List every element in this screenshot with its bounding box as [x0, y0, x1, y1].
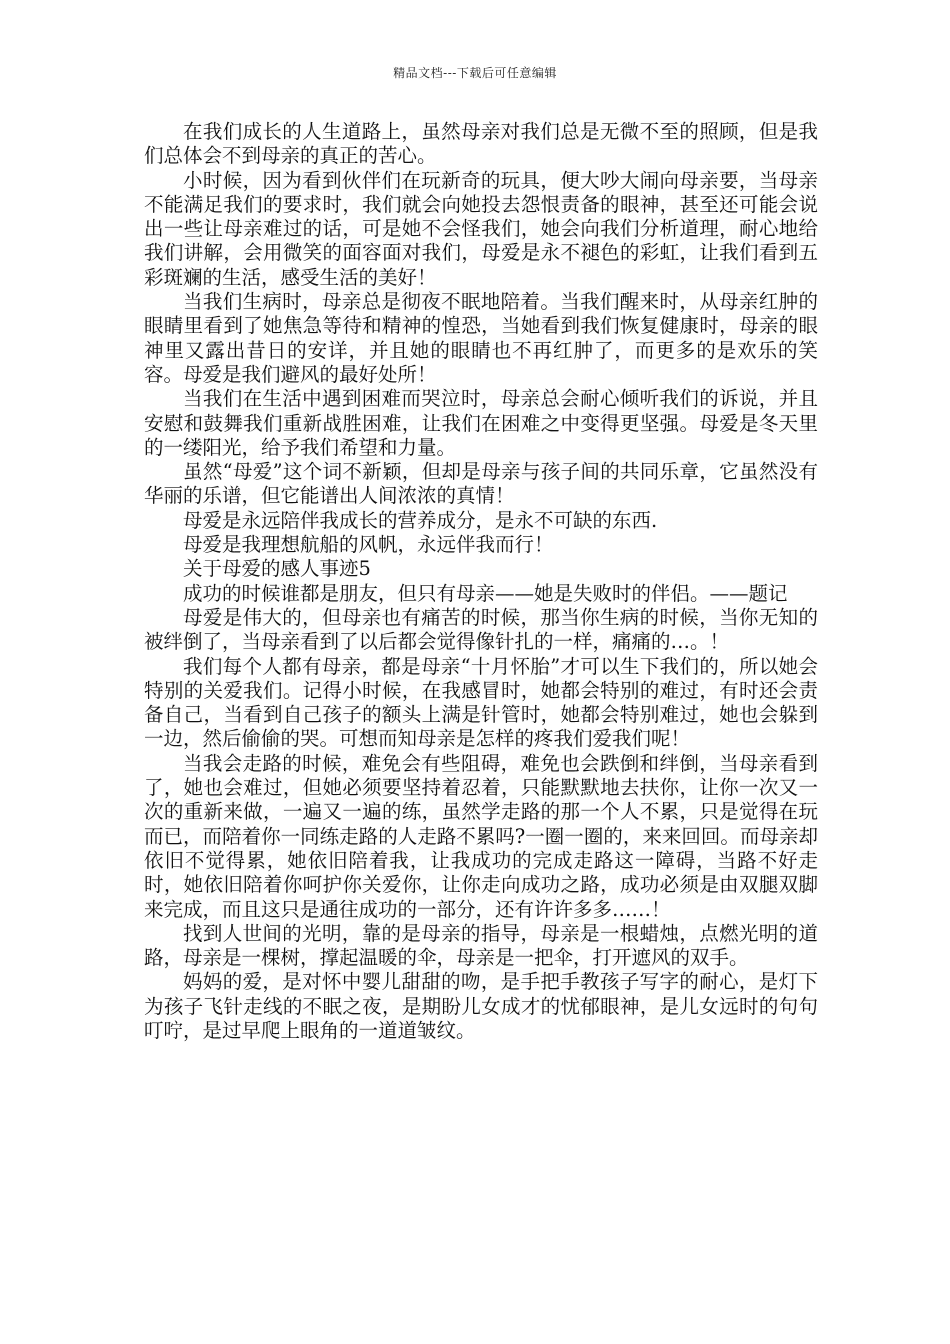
- paragraph: 在我们成长的人生道路上，虽然母亲对我们总是无微不至的照顾，但是我们总体会不到母亲的真正的苦心。: [144, 120, 818, 168]
- document-body: [144, 120, 818, 1043]
- paragraph: 虽然“母爱”这个词不新颖，但却是母亲与孩子间的共同乐章，它虽然没有华丽的乐谱，但它能谱出人间浓浓的真情！: [144, 460, 818, 508]
- paragraph: 当我会走路的时候，难免会有些阻碍，难免也会跌倒和绊倒，当母亲看到了，她也会难过，但她必须要坚持着忍着，只能默默地去扶你，让你一次又一次的重新来做，一遍又一遍的练，虽然学走路的那一个人不累，只是觉得在玩而已，而陪着你一同练走路的人走路不累吗?一圈一圈的，来来回回。而母亲却依旧不觉得累，她依旧陪着我，让我成功的完成走路这一障碍，当路不好走时，她依旧陪着你呵护你关爱你，让你走向成功之路，成功必须是由双腿双脚来完成，而且这只是通往成功的一部分，还有许许多多……！: [144, 751, 818, 921]
- paragraph: 当我们生病时，母亲总是彻夜不眠地陪着。当我们醒来时，从母亲红肿的眼睛里看到了她焦急等待和精神的惶恐，当她看到我们恢复健康时，母亲的眼神里又露出昔日的安详，并且她的眼睛也不再红肿了，而更多的是欢乐的笑容。母爱是我们避风的最好处所！: [144, 290, 818, 386]
- paragraph: 母爱是永远陪伴我成长的营养成分，是永不可缺的东西.: [183, 508, 658, 532]
- epigraph: 成功的时候谁都是朋友，但只有母亲——她是失败时的伴侣。——题记: [183, 581, 788, 605]
- paragraph: 当我们在生活中遇到困难而哭泣时，母亲总会耐心倾听我们的诉说，并且安慰和鼓舞我们重新战胜困难，让我们在困难之中变得更坚强。母爱是冬天里的一缕阳光，给予我们希望和力量。: [144, 387, 818, 459]
- paragraph: 找到人世间的光明，靠的是母亲的指导，母亲是一根蜡烛，点燃光明的道路，母亲是一棵树，撑起温暖的伞，母亲是一把伞，打开遮风的双手。: [144, 921, 818, 970]
- paragraph: 我们每个人都有母亲，都是母亲“十月怀胎”才可以生下我们的，所以她会特别的关爱我们。记得小时候，在我感冒时，她都会特别的难过，有时还会责备自己，当看到自己孩子的额头上满是针管时，她都会特别难过，她也会躲到一边，然后偷偷的哭。可想而知母亲是怎样的疼我们爱我们呢！: [144, 654, 818, 751]
- paragraph: 母爱是伟大的，但母亲也有痛苦的时候，那当你生病的时候，当你无知的被绊倒了，当母亲看到了以后都会觉得像针扎的一样，痛痛的…。！: [144, 605, 818, 654]
- paragraph: 小时候，因为看到伙伴们在玩新奇的玩具，便大吵大闹向母亲要，当母亲不能满足我们的要求时，我们就会向她投去怨恨责备的眼神，甚至还可能会说出一些让母亲难过的话，可是她不会怪我们，她会向我们分析道理，耐心地给我们讲解，会用微笑的面容面对我们，母爱是永不褪色的彩虹，让我们看到五彩斑斓的生活，感受生活的美好！: [144, 168, 818, 289]
- section-heading: 关于母爱的感人事迹5: [183, 557, 371, 581]
- paragraph: 妈妈的爱，是对怀中婴儿甜甜的吻，是手把手教孩子写字的耐心，是灯下为孩子飞针走线的不眠之夜，是期盼儿女成才的忧郁眼神，是儿女远时的句句叮咛，是过早爬上眼角的一道道皱纹。: [144, 970, 818, 1042]
- page-header: 精品文档---下载后可任意编辑: [393, 66, 557, 80]
- paragraph: 母爱是我理想航船的风帆，永远伴我而行！: [183, 533, 554, 557]
